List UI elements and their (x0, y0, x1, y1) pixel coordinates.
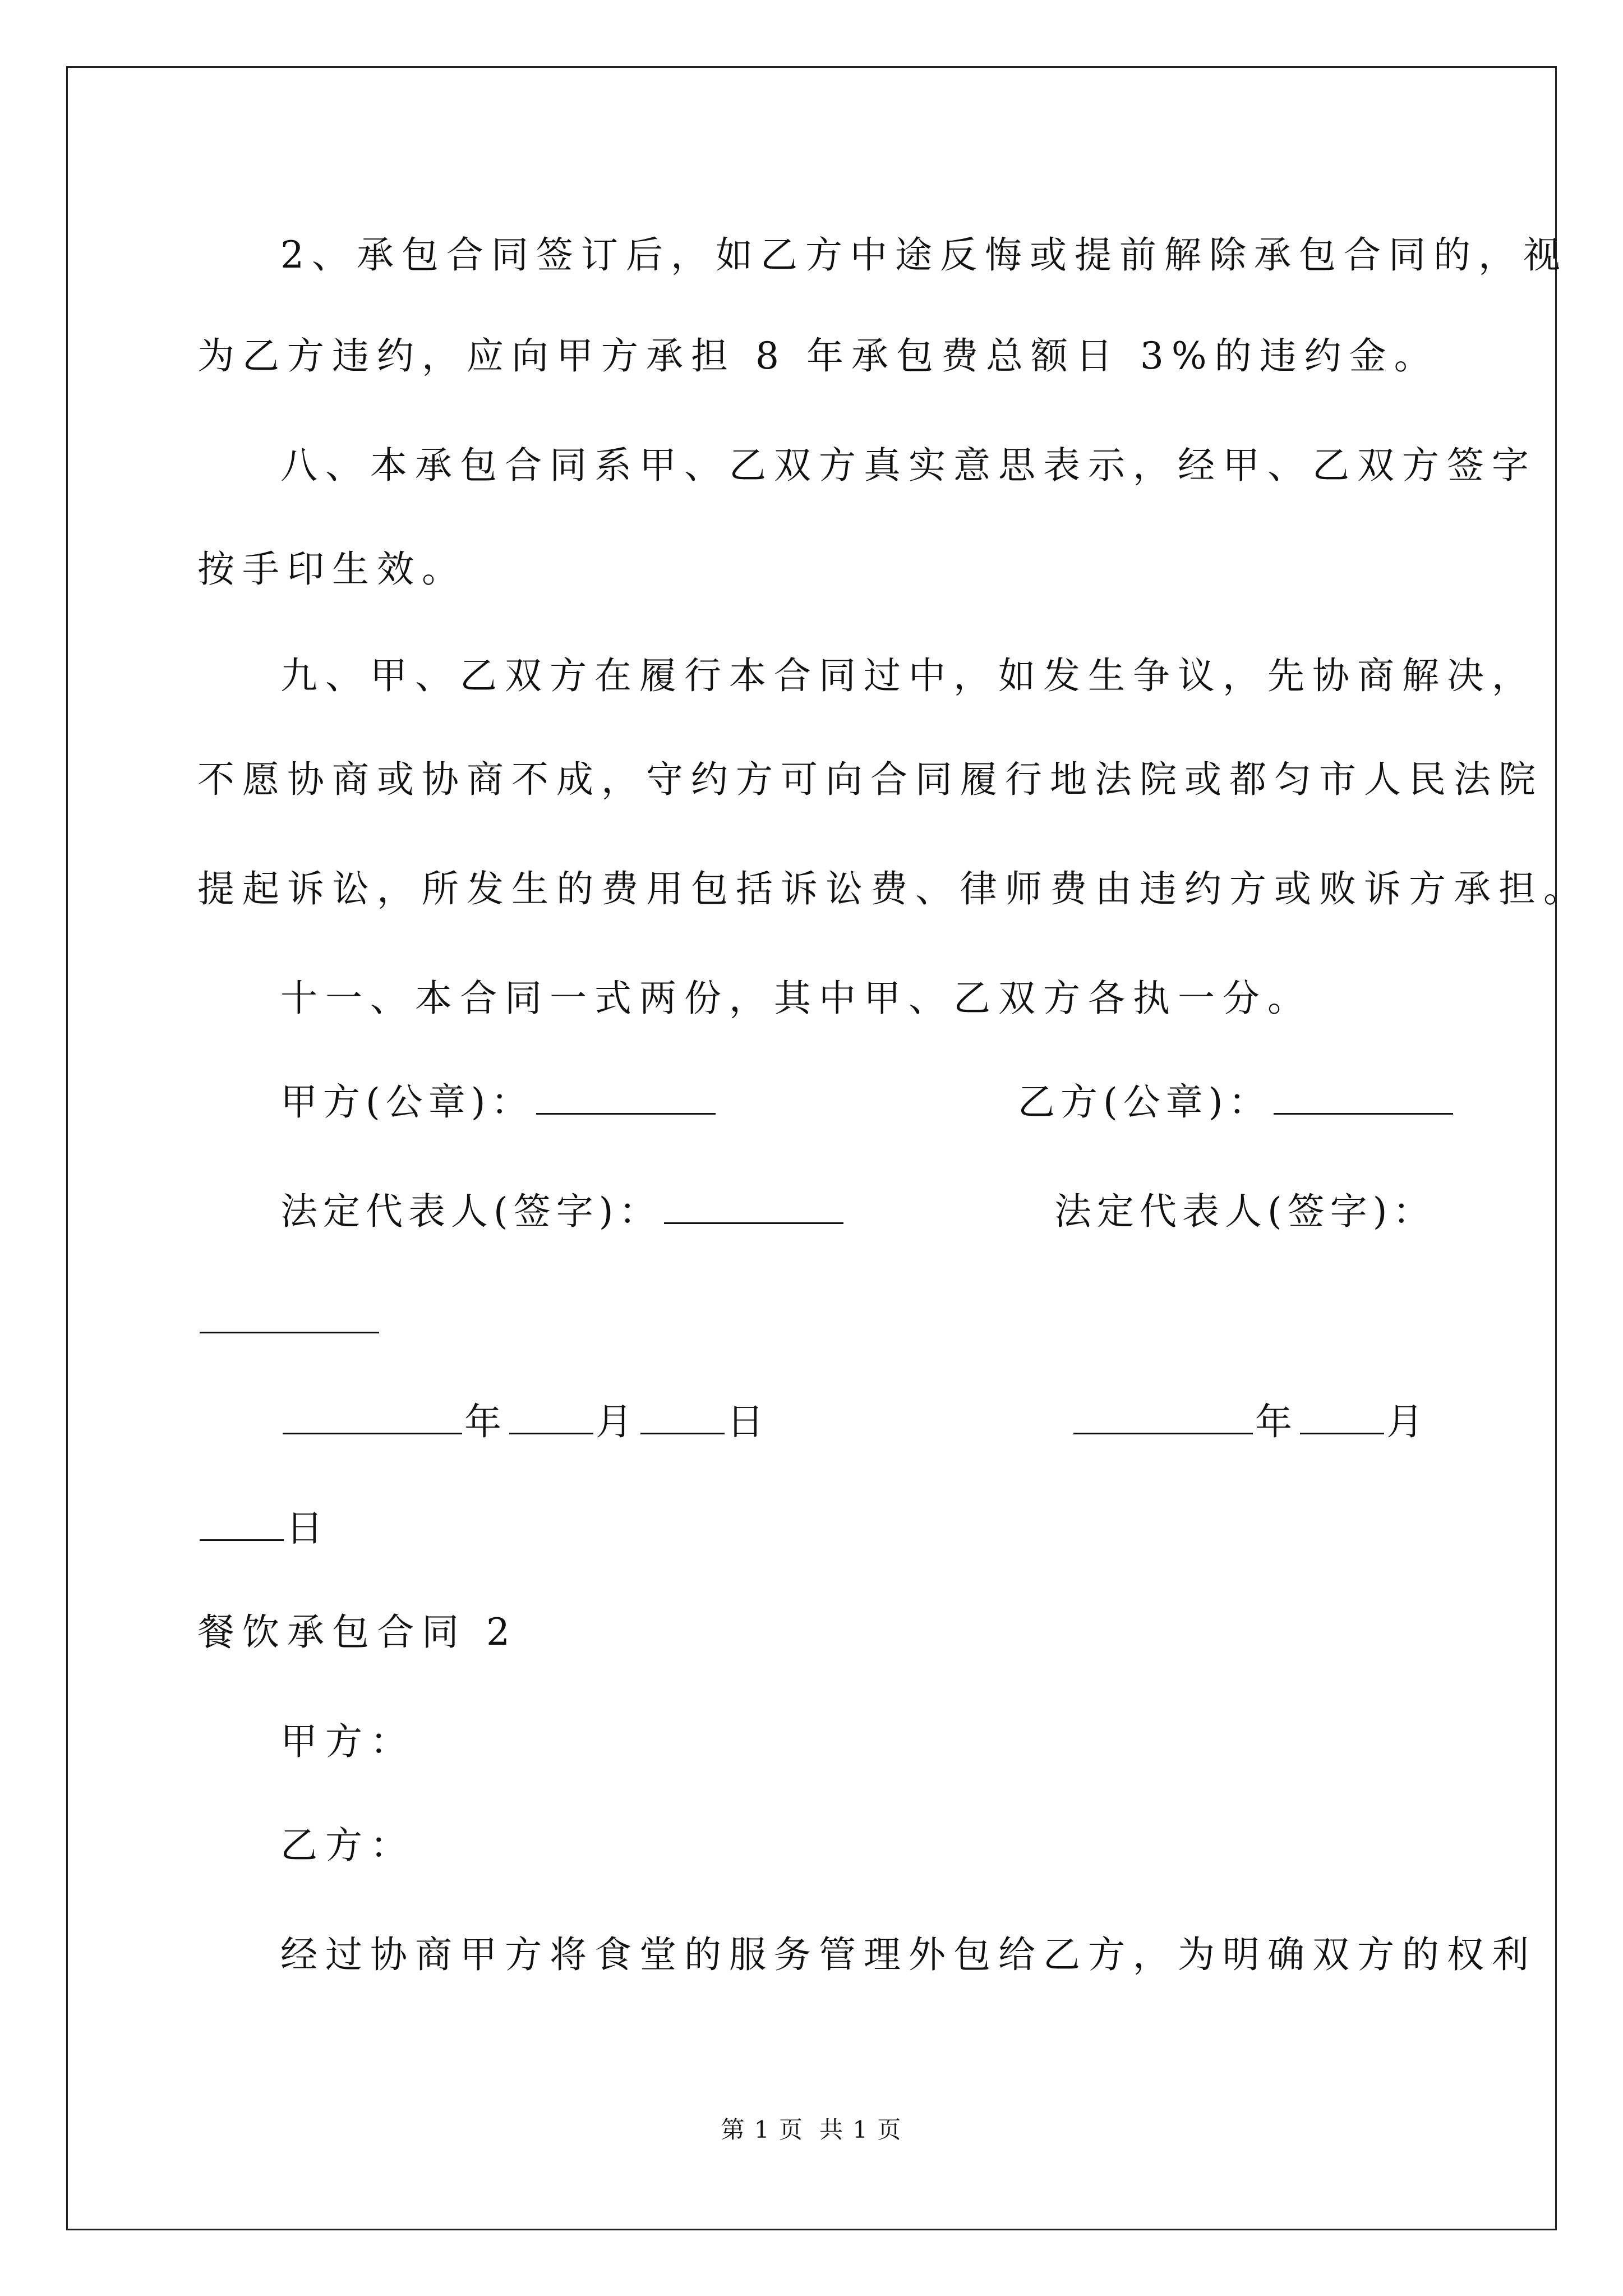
party-b-month-blank (1300, 1398, 1384, 1434)
section-2-intro-line-1: 经过协商甲方将食堂的服务管理外包给乙方，为明确双方的权利 (280, 1933, 1537, 1976)
party-b-rep-row (1054, 1186, 1436, 1237)
party-b-day-blank (200, 1504, 284, 1541)
party-a-year-label: 年 (464, 1400, 507, 1443)
clause-2-line-1: 2、承包合同签订后，如乙方中途反悔或提前解除承包合同的，视 (280, 233, 1568, 277)
party-a-rep-blank (664, 1188, 843, 1224)
party-b-seal-blank (1274, 1078, 1453, 1115)
party-b-rep-blank (200, 1297, 379, 1333)
party-b-year-label: 年 (1255, 1400, 1298, 1443)
party-a-rep-row (280, 1186, 846, 1237)
clause-11-line-1: 十一、本合同一式两份，其中甲、乙双方各执一分。 (280, 977, 1312, 1020)
party-a-seal-blank (536, 1078, 716, 1115)
party-a-seal-row (280, 1077, 718, 1128)
section-2-party-a: 甲方： (280, 1720, 415, 1763)
party-b-day-row (197, 1503, 329, 1554)
party-b-seal-row (1018, 1077, 1455, 1128)
clause-9-line-2: 不愿协商或协商不成，守约方可向合同履行地法院或都匀市人民法院 (197, 758, 1543, 801)
clause-9-line-1: 九、甲、乙双方在履行本合同过中，如发生争议，先协商解决， (280, 654, 1537, 697)
party-a-month-label: 月 (596, 1400, 638, 1443)
party-a-seal-label: 甲方(公章)： (280, 1080, 534, 1124)
party-b-year-blank (1073, 1398, 1253, 1434)
page-total: 共 1 页 (819, 2116, 902, 2143)
clause-9-line-3: 提起诉讼，所发生的费用包括诉讼费、律师费由违约方或败诉方承担。 (197, 867, 1588, 910)
clause-2-line-2: 为乙方违约，应向甲方承担 8 年承包费总额日 3%的违约金。 (197, 334, 1439, 378)
party-b-rep-blank-row (197, 1296, 381, 1346)
party-a-month-blank (509, 1398, 593, 1434)
party-b-month-label: 月 (1386, 1400, 1429, 1443)
section-2-title: 餐饮承包合同 2 (197, 1611, 518, 1654)
party-b-rep-label: 法定代表人(签字)： (1054, 1190, 1436, 1233)
page-border (66, 66, 1557, 2230)
party-b-date-row (1071, 1397, 1429, 1447)
party-a-day-blank (640, 1398, 725, 1434)
party-a-date-row (280, 1397, 769, 1447)
party-b-day-label: 日 (286, 1507, 329, 1550)
clause-8-line-1: 八、本承包合同系甲、乙双方真实意思表示，经甲、乙双方签字 (280, 444, 1537, 487)
clause-8-line-2: 按手印生效。 (197, 547, 467, 591)
party-b-seal-label: 乙方(公章)： (1018, 1080, 1271, 1124)
section-2-party-b: 乙方： (280, 1824, 415, 1867)
page-footer (0, 2116, 1623, 2144)
party-a-day-label: 日 (727, 1400, 769, 1443)
party-a-year-blank (283, 1398, 462, 1434)
page-number: 第 1 页 (721, 2116, 804, 2143)
party-a-rep-label: 法定代表人(签字)： (280, 1190, 662, 1233)
